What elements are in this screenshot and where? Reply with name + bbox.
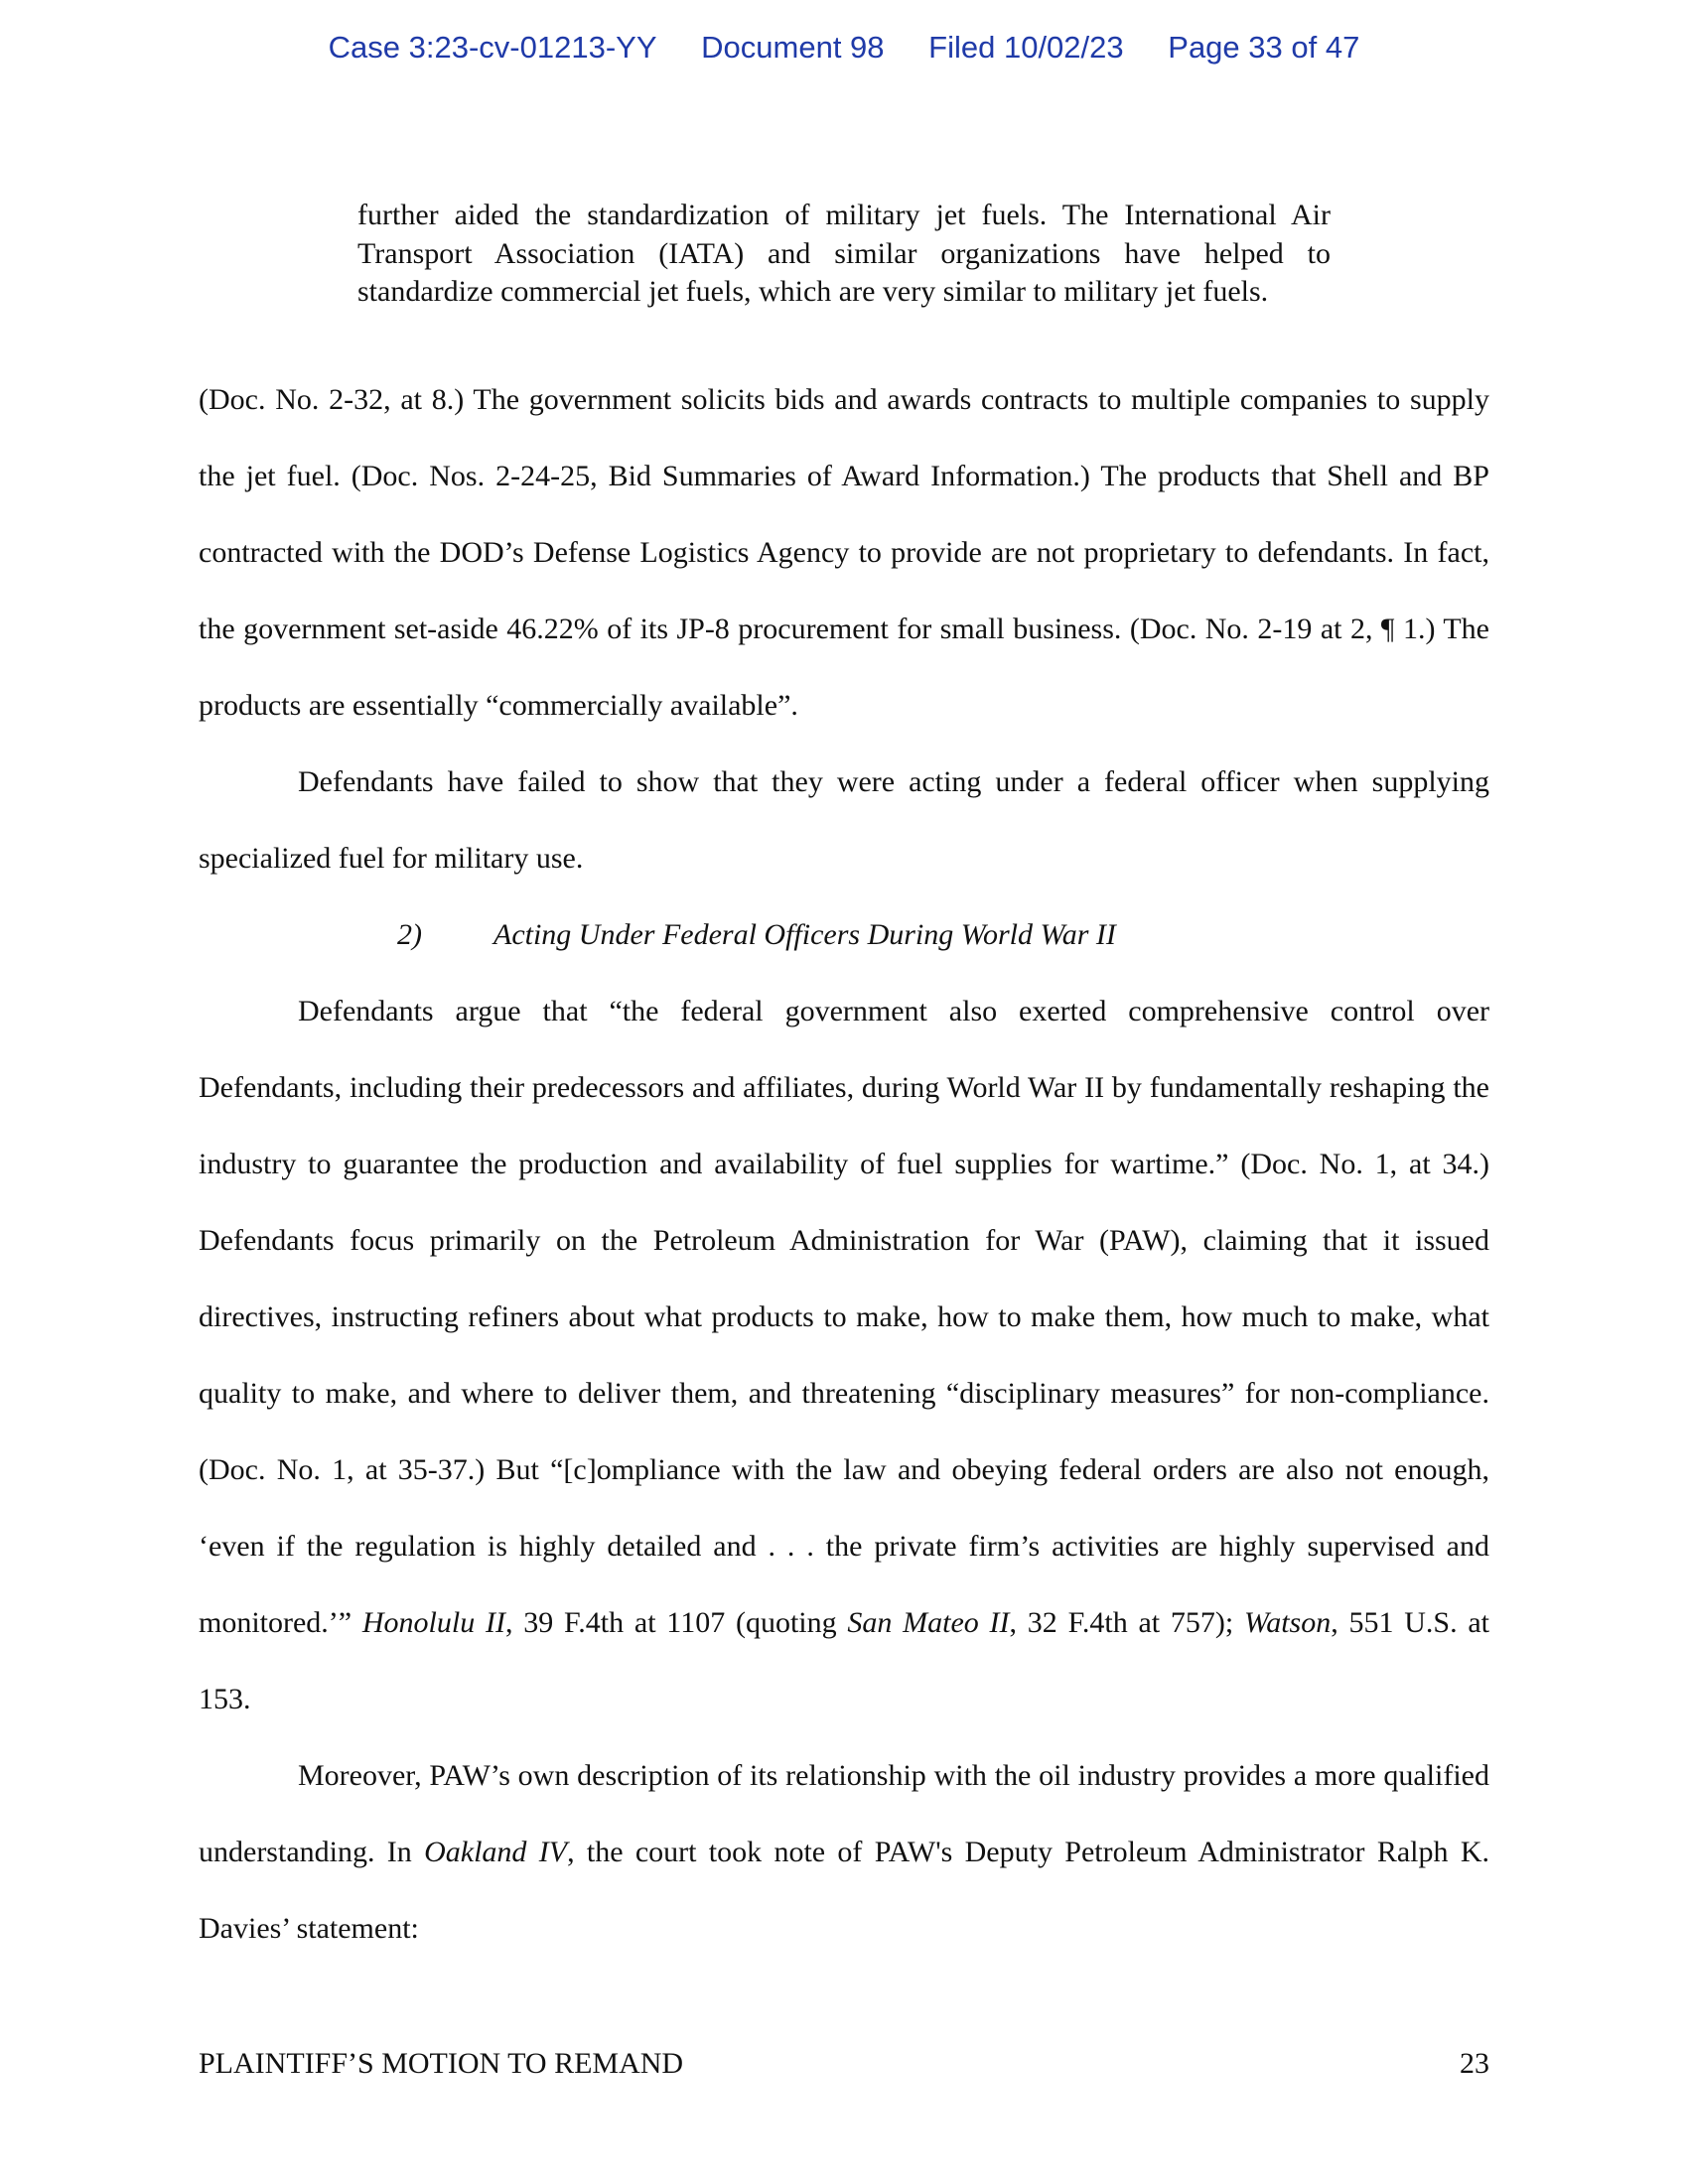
ecf-header xyxy=(0,30,1688,66)
paragraph-3-text-b: , 39 F.4th at 1107 (quoting xyxy=(504,1606,837,1639)
citation-watson: Watson xyxy=(1243,1606,1332,1639)
paragraph-3-text-c: , 32 F.4th at 757); xyxy=(1009,1606,1234,1639)
section-heading-text: Acting Under Federal Officers During World War II xyxy=(493,918,1116,951)
paragraph-4 xyxy=(199,1737,1489,1967)
header-case-number: Case 3:23-cv-01213-YY xyxy=(328,30,657,65)
paragraph-3-text-d: , 551 U.S. at 153. xyxy=(199,1606,1490,1715)
header-document-number: Document 98 xyxy=(701,30,885,65)
section-heading-number: 2) xyxy=(397,918,422,951)
paragraph-1: (Doc. No. 2-32, at 8.) The government solicits bids and awards contracts to multiple companies to supply the jet fuel. (Doc. Nos. 2-24-25, Bid Summaries of Award Information.) The products that Shell and BP contracted with the DOD’s Defense Logistics Agency to provide are not proprietary to defendants. In fact, the government set-aside 46.22% of its JP-8 procurement for small business. (Doc. No. 2-19 at 2, ¶ 1.) The products are essentially “commercially available”. xyxy=(199,383,1489,722)
citation-honolulu: Honolulu II xyxy=(361,1606,505,1639)
paragraph-4-text-a: Moreover, PAW’s own description of its relationship with the oil industry provides a more qualified understanding. In xyxy=(199,1759,1489,1868)
citation-san-mateo: San Mateo II xyxy=(847,1606,1010,1639)
header-filed-date: Filed 10/02/23 xyxy=(928,30,1124,65)
paragraph-4-text-b: , the court took note of PAW's Deputy Petroleum Administrator Ralph K. Davies’ statement: xyxy=(199,1836,1489,1945)
paragraph-2: Defendants have failed to show that they were acting under a federal officer when supplying specialized fuel for military use. xyxy=(199,765,1489,875)
footer-page-number: 23 xyxy=(1460,2047,1489,2080)
paragraph-3 xyxy=(199,973,1489,1737)
body-text xyxy=(199,361,1489,1967)
section-heading xyxy=(199,896,1489,973)
citation-oakland: Oakland IV xyxy=(424,1836,568,1868)
footer-title: PLAINTIFF’S MOTION TO REMAND xyxy=(199,2047,684,2080)
header-page-count: Page 33 of 47 xyxy=(1168,30,1360,65)
paragraph-3-text-a: Defendants argue that “the federal government also exerted comprehensive control over Defendants, including their predecessors and affiliates, during World War II by fundamentally reshaping the industry to guarantee the production and availability of fuel supplies for wartime.” (Doc. No. 1, at 34.) Defendants focus primarily on the Petroleum Administration for War (PAW), claiming that it issued directives, instructing refiners about what products to make, how to make them, how much to make, what quality to make, and where to deliver them, and threatening “disciplinary measures” for non-compliance. (Doc. No. 1, at 35-37.) But “[c]ompliance with the law and obeying federal orders are also not enough, ‘even if the regulation is highly detailed and . . . the private firm’s activities are highly supervised and monitored.’” xyxy=(199,995,1489,1639)
block-quote: further aided the standardization of military jet fuels. The International Air Transport Association (IATA) and similar organizations have helped to standardize commercial jet fuels, which are very similar to military jet fuels. xyxy=(357,199,1331,308)
